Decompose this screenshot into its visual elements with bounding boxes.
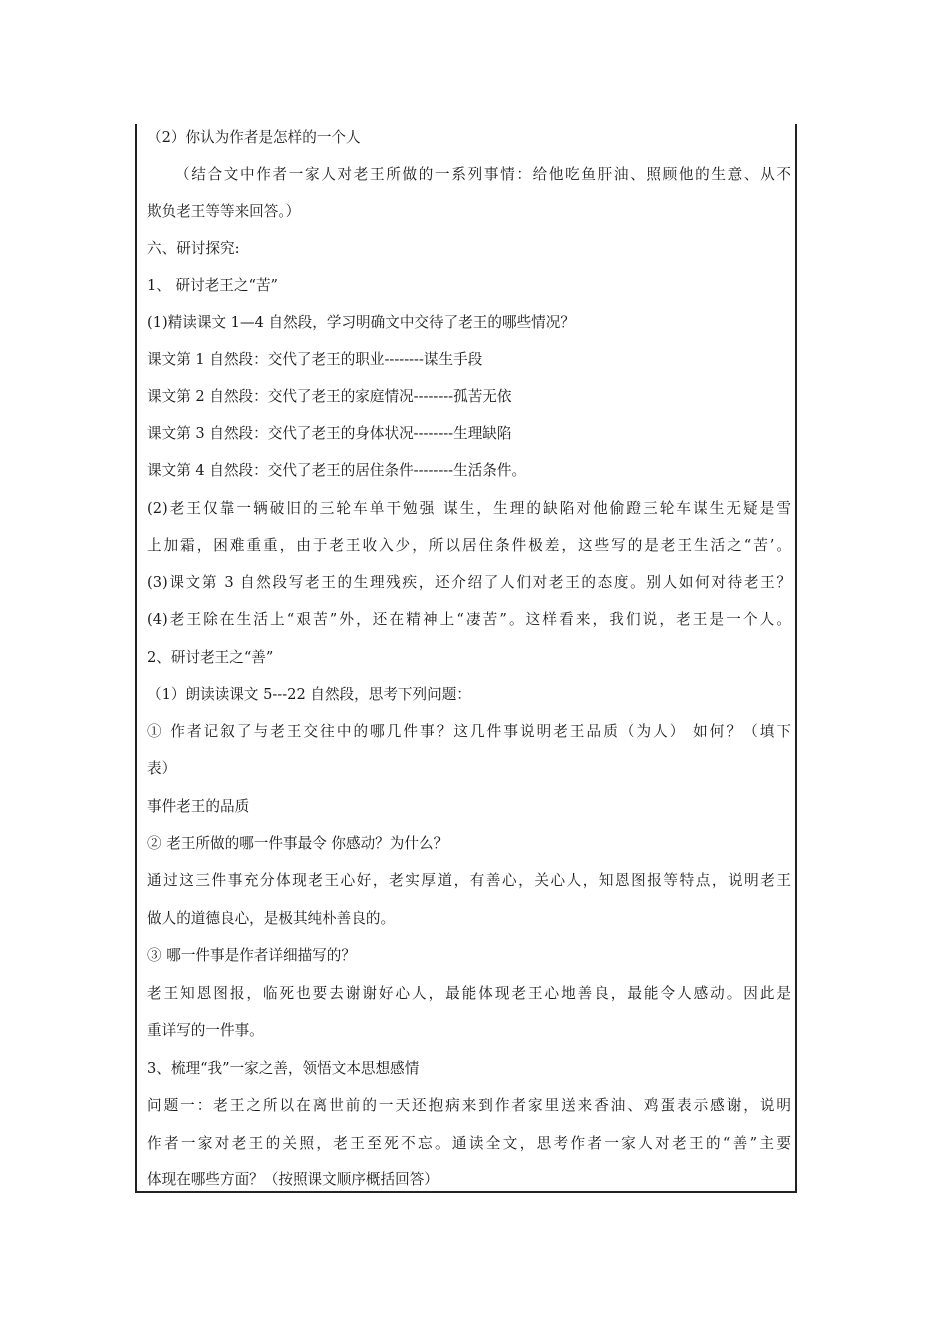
text-line: 课文第 1 自然段：交代了老王的职业--------谋生手段 <box>147 351 483 368</box>
text-line: 作者一家对老王的关照，老王至死不忘。通读全文，思考作者一家人对老王的“善”主要 <box>147 1135 791 1152</box>
text-line: 表） <box>147 760 177 777</box>
text-line: 通过这三件事充分体现老王心好，老实厚道，有善心，关心人，知恩图报等特点，说明老王 <box>147 872 791 889</box>
text-line: （2）你认为作者是怎样的一个人 <box>147 129 361 146</box>
text-line: (1)精读课文 1—4 自然段，学习明确文中交待了老王的哪些情况？ <box>147 314 575 331</box>
text-line: 老王知恩图报，临死也要去谢谢好心人，最能体现老王心地善良，最能令人感动。因此是 <box>147 985 791 1002</box>
text-line: (4)老王除在生活上“艰苦”外，还在精神上“凄苦”。这样看来，我们说，老王是一个人。 <box>147 611 791 628</box>
text-line: (3)课文第 3 自然段写老王的生理残疾，还介绍了人们对老王的态度。别人如何对待老王？ <box>147 574 791 591</box>
text-line: （1）朗读读课文 5---22 自然段，思考下列问题： <box>147 686 471 703</box>
text-line: 课文第 2 自然段：交代了老王的家庭情况--------孤苦无依 <box>147 388 512 405</box>
text-line: 课文第 4 自然段：交代了老王的居住条件--------生活条件。 <box>147 462 527 479</box>
text-line: 重详写的一件事。 <box>147 1022 264 1039</box>
text-line: ① 作者记叙了与老王交往中的哪几件事？这几件事说明老王品质（为人） 如何？（填下 <box>147 723 791 740</box>
section-heading: 2、研讨老王之“善” <box>147 649 274 666</box>
section-heading: 1、 研讨老王之“苦” <box>147 277 279 294</box>
text-line: (2)老王仅靠一辆破旧的三轮车单干勉强 谋生，生理的缺陷对他偷蹬三轮车谋生无疑是雪 <box>147 500 791 517</box>
text-line: 上加霜，困难重重，由于老王收入少，所以居住条件极差，这些写的是老王生活之“苦’。 <box>147 537 791 554</box>
text-line: 六、研讨探究: <box>147 240 240 257</box>
text-line: ② 老王所做的哪一件事最令 你感动？为什么？ <box>147 835 449 852</box>
text-line: 问题一：老王之所以在离世前的一天还抱病来到作者家里送来香油、鸡蛋表示感谢，说明 <box>147 1097 791 1114</box>
section-heading: 3、梳理“我”一家之善，领悟文本思想感情 <box>147 1060 420 1077</box>
text-line: 做人的道德良心，是极其纯朴善良的。 <box>147 910 396 927</box>
text-line: （结合文中作者一家人对老王所做的一系列事情：给他吃鱼肝油、照顾他的生意、从不 <box>175 166 791 183</box>
text-line: 体现在哪些方面？（按照课文顺序概括回答） <box>147 1171 439 1188</box>
text-line: 事件老王的品质 <box>147 798 250 815</box>
document-table-cell <box>135 124 797 1193</box>
text-line: ③ 哪一件事是作者详细描写的？ <box>147 947 356 964</box>
text-line: 欺负老王等等来回答。） <box>147 203 301 220</box>
text-line: 课文第 3 自然段：交代了老王的身体状况--------生理缺陷 <box>147 425 512 442</box>
